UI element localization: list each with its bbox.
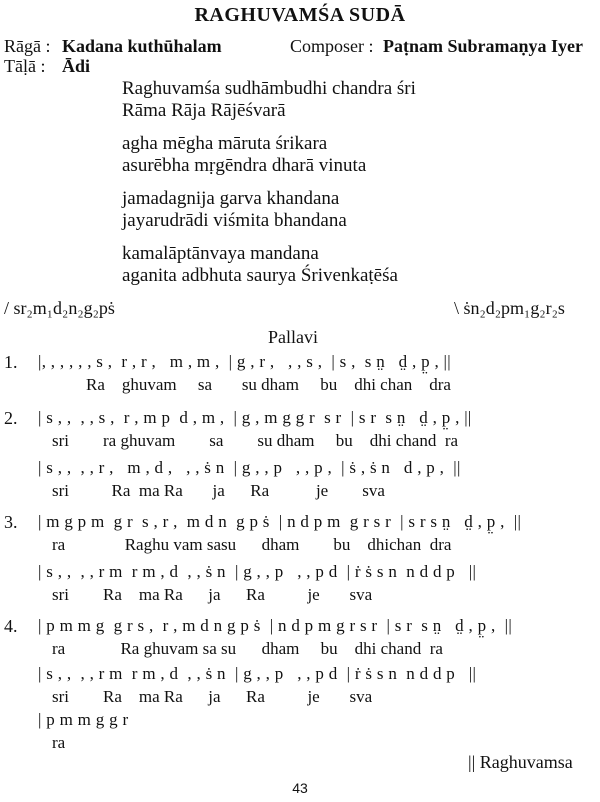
syllable-line: Ra ghuvam sa su dham bu dhi chan dra (86, 375, 451, 394)
composer-name: Paṭnam Subramaṇya Iyer (383, 36, 584, 56)
raga-name: Kadana kuthūhalam (62, 36, 222, 56)
raga-label: Rāgā : (4, 36, 51, 56)
swara-line: | s , , , , s , r , m p d , m , | g , m g g r s r | s r s n̤ d̤ , p̤ , || (38, 408, 472, 427)
sangati-number: 1. (4, 352, 18, 372)
composer-label: Composer : (290, 36, 374, 56)
syllable-line: sri Ra ma Ra ja Ra je sva (52, 481, 385, 500)
return-to-pallavi: || Raghuvamsa (468, 752, 573, 772)
swara-line: |, , , , , , s , r , r , m , m , | g , r , , , s , | s , s n̤ d̤ , p̤ , || (38, 352, 451, 371)
lyric-line: asurēbha mṛgēndra dharā vinuta (122, 155, 367, 176)
syllable-line: ra (52, 733, 66, 752)
syllable-line: sri Ra ma Ra ja Ra je sva (52, 585, 373, 604)
swara-line: | s , , , , r m r m , d , , ṡ n | g , , p , , p d | ṙ ṡ s n n d d p || (38, 664, 477, 683)
page-number: 43 (292, 780, 308, 796)
sangati-number: 2. (4, 408, 18, 428)
sangati-number: 3. (4, 512, 18, 532)
lyric-line: aganita adbhuta saurya Śrivenkaṭēśa (122, 265, 398, 286)
arohanam: / sr₂m₁d₂n₂g₂pṡ (4, 298, 115, 318)
syllable-line: ra Raghu vam sasu dham bu dhichan dra (52, 535, 452, 554)
lyric-line: jamadagnija garva khandana (122, 188, 340, 209)
swara-line: | p m m g g r s , r , m d n g p ṡ | n d p m g r s r | s r s n̤ d̤ , p̤ , || (38, 616, 513, 635)
lyric-line: jayarudrādi viśmita bhandana (122, 210, 347, 231)
syllable-line: sri Ra ma Ra ja Ra je sva (52, 687, 373, 706)
section-heading: Pallavi (268, 327, 318, 347)
lyric-line: agha mēgha māruta śrikara (122, 133, 328, 154)
sangati-number: 4. (4, 616, 18, 636)
lyric-line: Raghuvamśa sudhāmbudhi chandra śri (122, 78, 416, 99)
swara-line: | m g p m g r s , r , m d n g p ṡ | n d p m g r s r | s r s n̤ d̤ , p̤ , || (38, 512, 522, 531)
tala-label: Tāḷā : (4, 56, 46, 76)
tala-name: Ādi (62, 56, 91, 76)
syllable-line: sri ra ghuvam sa su dham bu dhi chand ra (52, 431, 459, 450)
swara-line: | p m m g g r (38, 710, 129, 729)
syllable-line: ra Ra ghuvam sa su dham bu dhi chand ra (52, 639, 443, 658)
swara-line: | s , , , , r m r m , d , , ṡ n | g , , p , , p d | ṙ ṡ s n n d d p || (38, 562, 477, 581)
page-title: RAGHUVAMŚA SUDĀ (194, 4, 406, 26)
lyric-line: kamalāptānvaya mandana (122, 243, 319, 264)
swara-line: | s , , , , r , m , d , , , ṡ n | g , , p , , p , | ṡ , ṡ n d , p , || (38, 458, 461, 477)
avarohanam: \ ṡn₂d₂pm₁g₂r₂s (454, 298, 565, 318)
lyric-line: Rāma Rāja Rājēśvarā (122, 100, 286, 121)
